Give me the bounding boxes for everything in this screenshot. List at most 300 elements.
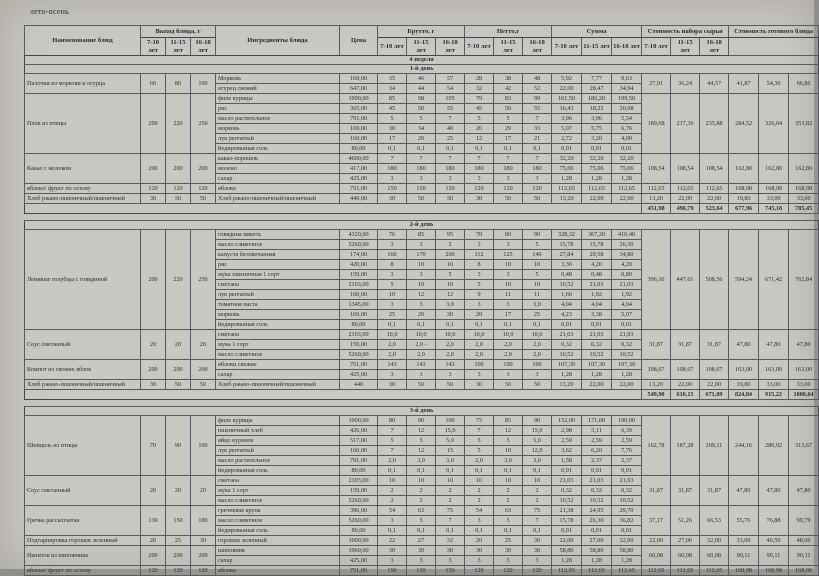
ingredient-name: рис <box>216 104 340 114</box>
ingredient-name: пшеничный хлеб <box>216 426 340 436</box>
raw-cost-value: 22,00 <box>700 194 729 204</box>
sum-value: 6,39 <box>612 426 642 436</box>
raw-cost-value: 13,20 <box>642 380 671 390</box>
output-value: 200 <box>141 154 166 184</box>
netto-value: 25 <box>494 536 523 546</box>
netto-value: 30 <box>494 546 523 556</box>
brutto-value: 12 <box>407 446 436 456</box>
ready-cost-value: 168,98 <box>789 184 819 194</box>
netto-value: 112 <box>465 250 494 260</box>
netto-value: 120 <box>523 566 552 576</box>
ready-cost-value: 168,98 <box>789 566 819 576</box>
brutto-value: 50 <box>407 104 436 114</box>
output-value: 90 <box>166 416 191 476</box>
ingredient-row <box>25 194 819 204</box>
netto-value: 3 <box>465 240 494 250</box>
sum-value: 112,65 <box>612 184 642 194</box>
sum-value: 10,52 <box>582 496 612 506</box>
sum-value: 22,00 <box>552 536 582 546</box>
sum-value: 4,23 <box>552 310 582 320</box>
netto-value: 10,0 <box>465 330 494 340</box>
netto-value: 90 <box>523 230 552 240</box>
ingredient-name: сахар <box>216 370 340 380</box>
brutto-value: 34 <box>378 84 407 94</box>
sum-value: 58,80 <box>582 546 612 556</box>
netto-value: 0,1 <box>465 320 494 330</box>
brutto-value: 12 <box>407 290 436 300</box>
netto-value: 0,1 <box>523 466 552 476</box>
netto-value: 7 <box>523 516 552 526</box>
sum-value: 58,80 <box>552 546 582 556</box>
ingredient-row <box>25 380 819 390</box>
raw-cost-value: 31,87 <box>671 330 700 360</box>
sum-value: 1,28 <box>582 370 612 380</box>
sum-value: 34,80 <box>612 250 642 260</box>
brutto-value: 5 <box>378 280 407 290</box>
output-value: 120 <box>166 184 191 194</box>
brutto-value: 160 <box>378 250 407 260</box>
price-value: 791,00 <box>340 114 378 124</box>
brutto-value: 3 <box>407 556 436 566</box>
ready-cost-value: 33,00 <box>759 194 789 204</box>
netto-value: 2,0 <box>494 340 523 350</box>
sum-value: 0,01 <box>612 320 642 330</box>
ready-cost-value: 326,04 <box>759 94 789 154</box>
total-raw-cost: 671,09 <box>700 390 729 400</box>
ingredient-name: лук репчатый <box>216 134 340 144</box>
price-value: 5260,00 <box>340 240 378 250</box>
brutto-value: 0,1 <box>436 466 465 476</box>
raw-cost-value: 31,87 <box>700 330 729 360</box>
sum-value: 0,48 <box>552 270 582 280</box>
page-title: лето-осень <box>30 7 69 16</box>
dish-name: Хлеб ржано-пшеничный/пшеничный <box>25 194 141 204</box>
ingredient-name: Морковь <box>216 74 340 84</box>
output-value: 20 <box>166 476 191 506</box>
netto-value: 2,0 <box>465 456 494 466</box>
sum-value: 1,28 <box>582 556 612 566</box>
raw-cost-value: 27,91 <box>642 74 671 94</box>
netto-value: 12 <box>465 134 494 144</box>
col-header-output: Выход блюда, г <box>141 26 216 38</box>
output-value: 80 <box>166 74 191 94</box>
price-value: 440 <box>340 380 378 390</box>
netto-value: 7 <box>523 114 552 124</box>
ready-cost-value: 284,52 <box>729 94 759 154</box>
brutto-value: 2,0 <box>436 350 465 360</box>
sum-value: 4,20 <box>582 260 612 270</box>
ingredient-name: лук репчатый <box>216 290 340 300</box>
ingredient-name: филе курицы <box>216 94 340 104</box>
brutto-value: 85 <box>378 94 407 104</box>
brutto-value: 90 <box>407 416 436 426</box>
dish-name: яблоко/ фрукт по сезону <box>25 566 141 576</box>
ingredient-name: филе курицы <box>216 416 340 426</box>
ingredient-name: йодированная соль <box>216 466 340 476</box>
output-value: 150 <box>166 506 191 536</box>
ingredient-name: масло сливочное <box>216 240 340 250</box>
age-group-header: 11-15 лет <box>671 38 700 56</box>
brutto-value: 2,0 <box>378 456 407 466</box>
netto-value: 7 <box>465 154 494 164</box>
netto-value: 5 <box>465 446 494 456</box>
sum-value: 410,40 <box>612 230 642 240</box>
age-group-header: 7-10 лет <box>465 38 494 56</box>
brutto-value: 3 <box>378 516 407 526</box>
brutto-value: 105 <box>436 94 465 104</box>
output-value: 120 <box>141 184 166 194</box>
output-value: 120 <box>166 566 191 576</box>
netto-value: 180 <box>494 164 523 174</box>
brutto-value: 25 <box>436 134 465 144</box>
brutto-value: 85 <box>407 230 436 240</box>
col-header-brutto: Брутто, г <box>378 26 465 38</box>
netto-value: 30 <box>523 536 552 546</box>
netto-value: 5 <box>494 516 523 526</box>
week-label: 4 неделя <box>25 56 819 65</box>
output-value: 60 <box>141 74 166 94</box>
netto-value: 2 <box>523 496 552 506</box>
netto-value: 3 <box>523 556 552 566</box>
output-value: 250 <box>191 94 216 154</box>
netto-value: 3,0 <box>523 300 552 310</box>
total-ready-cost: 785,45 <box>789 204 819 214</box>
dish-name: Шницель из птицы <box>25 416 141 476</box>
output-value: 200 <box>141 230 166 330</box>
brutto-value: 5 <box>378 114 407 124</box>
brutto-value: 3 <box>378 240 407 250</box>
brutto-value: 2 <box>378 496 407 506</box>
sum-value: 2,37 <box>612 456 642 466</box>
dish-name: Соус сметанный <box>25 330 141 360</box>
brutto-value: 0,1 <box>407 320 436 330</box>
sum-value: 0,80 <box>612 270 642 280</box>
sum-value: 0,01 <box>552 526 582 536</box>
sum-value: 367,20 <box>582 230 612 240</box>
netto-value: 0,1 <box>523 144 552 154</box>
netto-value: 120 <box>465 184 494 194</box>
raw-cost-value: 235,88 <box>700 94 729 154</box>
netto-value: 5,0 <box>523 436 552 446</box>
brutto-value: 76 <box>378 230 407 240</box>
sum-value: 5,54 <box>612 114 642 124</box>
ingredient-name: сахар <box>216 556 340 566</box>
netto-value: 32 <box>465 84 494 94</box>
sum-value: 2,37 <box>582 456 612 466</box>
ready-cost-value: 47,80 <box>789 330 819 360</box>
brutto-value: 2 <box>436 486 465 496</box>
brutto-value: 8 <box>378 260 407 270</box>
ingredient-name: какао-порошок <box>216 154 340 164</box>
ingredient-name: мука 1 сорт <box>216 340 340 350</box>
brutto-value: 3 <box>407 370 436 380</box>
sum-value: 4,00 <box>612 134 642 144</box>
brutto-value: 3 <box>436 556 465 566</box>
netto-value: 12,0 <box>523 446 552 456</box>
netto-value: 0,1 <box>465 466 494 476</box>
netto-value: 20 <box>465 536 494 546</box>
price-value: 160,00 <box>340 446 378 456</box>
netto-value: 10 <box>494 260 523 270</box>
sum-value: 21,03 <box>552 330 582 340</box>
netto-value: 99 <box>523 94 552 104</box>
raw-cost-value: 60,08 <box>671 546 700 566</box>
netto-value: 70 <box>465 230 494 240</box>
sum-value: 152,00 <box>552 416 582 426</box>
brutto-value: 7 <box>436 154 465 164</box>
brutto-value: 143 <box>436 360 465 370</box>
price-value: 159,00 <box>340 486 378 496</box>
netto-value: 0,1 <box>494 466 523 476</box>
sum-value: 1,28 <box>552 370 582 380</box>
brutto-value: 80 <box>378 416 407 426</box>
ingredient-row <box>25 154 819 164</box>
output-value: 50 <box>191 194 216 204</box>
age-group-header: 7-10 лет <box>378 38 407 56</box>
ready-cost-value: 671,42 <box>759 230 789 330</box>
ready-cost-value: 353,82 <box>789 94 819 154</box>
sum-value: 21,03 <box>582 330 612 340</box>
raw-cost-value: 508,56 <box>700 230 729 330</box>
sum-value: 22,00 <box>582 380 612 390</box>
brutto-value: 0,1 <box>378 320 407 330</box>
netto-value: 2,0 <box>465 340 494 350</box>
netto-value: 42 <box>494 84 523 94</box>
dish-name: яблоко/ фрукт по сезону <box>25 184 141 194</box>
ingredient-name: гречневая крупа <box>216 506 340 516</box>
ingredient-name: говядина мякоть <box>216 230 340 240</box>
output-value: 120 <box>191 566 216 576</box>
ingredient-name: яблоко <box>216 566 340 576</box>
netto-value: 100 <box>494 360 523 370</box>
netto-value: 2,0 <box>523 340 552 350</box>
day-totals-row <box>25 204 819 214</box>
sum-value: 10,52 <box>612 350 642 360</box>
sum-value: 3,96 <box>582 114 612 124</box>
price-value: 169,00 <box>340 310 378 320</box>
raw-cost-value: 108,67 <box>700 360 729 380</box>
brutto-value: 30 <box>436 310 465 320</box>
brutto-value: 0,1 <box>436 320 465 330</box>
brutto-value: 5 <box>407 436 436 446</box>
ready-cost-value: 168,98 <box>759 184 789 194</box>
raw-cost-value: 396,16 <box>642 230 671 330</box>
ingredient-row <box>25 506 819 516</box>
sum-value: 4,04 <box>552 300 582 310</box>
brutto-value: 3 <box>378 300 407 310</box>
netto-value: 5 <box>494 114 523 124</box>
netto-value: 5 <box>465 280 494 290</box>
ingredient-name: молоко <box>216 164 340 174</box>
brutto-value: 44 <box>407 84 436 94</box>
brutto-value: 3 <box>378 370 407 380</box>
sum-value: 1,28 <box>612 370 642 380</box>
sum-value: 0,01 <box>582 466 612 476</box>
ready-cost-value: 55,76 <box>729 506 759 536</box>
menu-tables <box>24 25 813 576</box>
sum-value: 21,03 <box>582 280 612 290</box>
netto-value: 33 <box>523 124 552 134</box>
sum-value: 5,07 <box>552 124 582 134</box>
ingredient-name: яблоки свежие <box>216 360 340 370</box>
sum-value: 2,72 <box>552 134 582 144</box>
col-header-ready-cost: Стоимость готового блюда <box>729 26 819 38</box>
total-ready-cost: 1006,64 <box>789 390 819 400</box>
ready-cost-value: 40,50 <box>759 536 789 546</box>
sum-value: 112,65 <box>552 184 582 194</box>
sum-value: 199,50 <box>612 94 642 104</box>
sum-value: 0,01 <box>612 526 642 536</box>
sum-value: 10,52 <box>552 280 582 290</box>
netto-value: 3,0 <box>523 456 552 466</box>
ingredient-row <box>25 536 819 546</box>
brutto-value: 25 <box>378 310 407 320</box>
brutto-value: 150 <box>407 566 436 576</box>
raw-cost-value: 112,65 <box>642 184 671 194</box>
sum-value: 27,00 <box>582 536 612 546</box>
netto-value: 25 <box>523 310 552 320</box>
netto-value: 9 <box>465 290 494 300</box>
brutto-value: 7 <box>436 114 465 124</box>
ingredient-name: масло растительное <box>216 456 340 466</box>
sum-value: 7,76 <box>612 446 642 456</box>
sum-value: 5,11 <box>582 426 612 436</box>
sum-value: 32,20 <box>612 154 642 164</box>
sum-value: 16,43 <box>552 104 582 114</box>
netto-value: 120 <box>523 184 552 194</box>
ready-cost-value: 162,80 <box>729 154 759 184</box>
brutto-value: 20 <box>407 134 436 144</box>
raw-cost-value: 44,57 <box>700 74 729 94</box>
ingredient-row <box>25 94 819 104</box>
netto-value: 48 <box>523 74 552 84</box>
ingredient-name: рис <box>216 260 340 270</box>
output-value: 100 <box>191 416 216 476</box>
sum-value: 0,01 <box>582 144 612 154</box>
sum-value: 0,01 <box>582 320 612 330</box>
brutto-value: 3 <box>407 270 436 280</box>
netto-value: 100 <box>465 360 494 370</box>
brutto-value: 57 <box>436 74 465 84</box>
sum-value: 6,76 <box>612 124 642 134</box>
netto-value: 5 <box>465 436 494 446</box>
brutto-value: 3 <box>407 174 436 184</box>
brutto-value: 46 <box>407 74 436 84</box>
ready-cost-value: 244,16 <box>729 416 759 476</box>
brutto-value: 22 <box>378 536 407 546</box>
netto-value: 55 <box>523 104 552 114</box>
ingredient-row <box>25 360 819 370</box>
brutto-value: 150 <box>436 566 465 576</box>
ingredient-name: Хлеб ржано-пшеничный/пшеничный <box>216 194 340 204</box>
brutto-value: 10 <box>436 280 465 290</box>
price-value: 2103,00 <box>340 280 378 290</box>
raw-cost-value: 112,65 <box>700 184 729 194</box>
ready-cost-value: 90,11 <box>759 546 789 566</box>
netto-value: 7 <box>523 154 552 164</box>
sum-value: 5,75 <box>582 124 612 134</box>
price-value: 365,00 <box>340 104 378 114</box>
brutto-value: 7 <box>436 516 465 526</box>
price-value: 751,00 <box>340 566 378 576</box>
price-value: 1000,00 <box>340 536 378 546</box>
netto-value: 3 <box>523 174 552 184</box>
day-table-3 <box>24 406 819 576</box>
price-value: 647,00 <box>340 84 378 94</box>
brutto-value: 3 <box>378 174 407 184</box>
brutto-value: 5 <box>436 240 465 250</box>
ingredient-name: масло сливочное <box>216 516 340 526</box>
ingredient-name: морковь <box>216 310 340 320</box>
netto-value: 10 <box>494 446 523 456</box>
ready-cost-value: 19,80 <box>729 380 759 390</box>
price-value: 1900,00 <box>340 416 378 426</box>
brutto-value: 0,1 <box>378 466 407 476</box>
brutto-value: 0,1 <box>407 526 436 536</box>
sum-value: 22,00 <box>612 380 642 390</box>
brutto-value: 150 <box>407 184 436 194</box>
sum-value: 32,20 <box>582 154 612 164</box>
sum-value: 32,00 <box>612 536 642 546</box>
col-header-sum: Сумма <box>552 26 642 38</box>
dish-name: Напиток из шиповника <box>25 546 141 566</box>
netto-value: 120 <box>494 184 523 194</box>
price-value: 169,00 <box>340 74 378 84</box>
ready-cost-value: 47,80 <box>729 330 759 360</box>
col-header-price: Цена <box>340 26 378 56</box>
netto-value: 17 <box>494 310 523 320</box>
ingredient-name: масло сливочное <box>216 496 340 506</box>
netto-value: 5 <box>465 114 494 124</box>
ready-cost-value: 47,80 <box>789 476 819 506</box>
age-group-header: 7-10 лет <box>642 38 671 56</box>
sum-value: 29,58 <box>582 250 612 260</box>
age-group-header: 16-18 лет <box>612 38 642 56</box>
brutto-value: 5 <box>407 114 436 124</box>
brutto-value: 5 <box>407 516 436 526</box>
ready-cost-value: 76,88 <box>759 506 789 536</box>
brutto-value: 27 <box>407 536 436 546</box>
netto-value: 7 <box>465 426 494 436</box>
total-ready-cost: 745,18 <box>759 204 789 214</box>
brutto-value: 50 <box>407 194 436 204</box>
brutto-value: 30 <box>378 194 407 204</box>
sum-value: 22,00 <box>582 194 612 204</box>
brutto-value: 40 <box>436 124 465 134</box>
raw-cost-value: 31,87 <box>700 476 729 506</box>
age-group-header: 11-15 лет <box>582 38 612 56</box>
sum-value: 1,28 <box>552 556 582 566</box>
price-value: 440,00 <box>340 194 378 204</box>
sum-value: 6,20 <box>582 446 612 456</box>
netto-value: 120 <box>465 566 494 576</box>
sum-value: 1,28 <box>612 174 642 184</box>
netto-value: 0,1 <box>494 144 523 154</box>
age-group-header: 16-18 лет <box>436 38 465 56</box>
brutto-value: 17 <box>378 134 407 144</box>
sum-value: 0,01 <box>612 144 642 154</box>
ingredient-row <box>25 416 819 426</box>
brutto-value: 54 <box>436 84 465 94</box>
ingredient-row <box>25 566 819 576</box>
brutto-value: 3 <box>407 300 436 310</box>
price-value: 417,00 <box>340 164 378 174</box>
brutto-value: 5 <box>378 436 407 446</box>
output-value: 20 <box>141 330 166 360</box>
output-value: 30 <box>191 536 216 546</box>
raw-cost-value: 13,20 <box>642 194 671 204</box>
price-value: 2103,00 <box>340 330 378 340</box>
